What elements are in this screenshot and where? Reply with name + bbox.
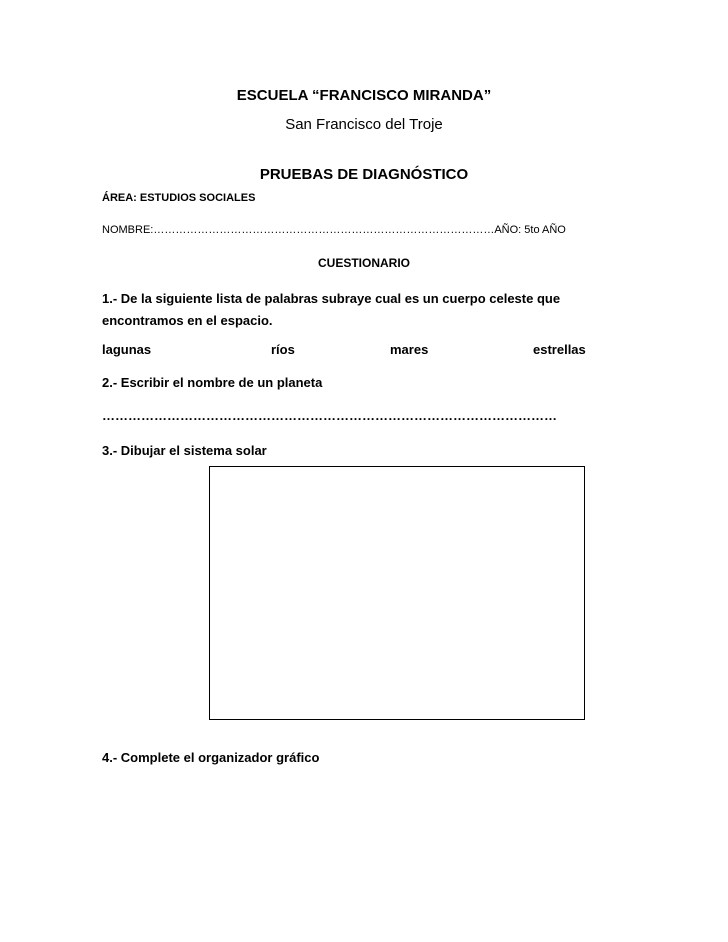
name-year-line: NOMBRE:…………………………………………………………………………………AÑO: 5to AÑO [102, 224, 566, 236]
question-3: 3.- Dibujar el sistema solar [102, 443, 267, 458]
question-2: 2.- Escribir el nombre de un planeta [102, 375, 323, 390]
answer-line: …………………………………………………………………………………………… [102, 408, 557, 423]
drawing-box [209, 466, 585, 720]
option-mares: mares [390, 342, 429, 357]
question-4: 4.- Complete el organizador gráfico [102, 750, 320, 765]
option-rios: ríos [271, 342, 295, 357]
section-title: CUESTIONARIO [317, 256, 410, 270]
school-name: ESCUELA “FRANCISCO MIRANDA” [236, 87, 492, 104]
test-title: PRUEBAS DE DIAGNÓSTICO [259, 166, 469, 183]
area-label: ÁREA: ESTUDIOS SOCIALES [102, 192, 256, 204]
school-location: San Francisco del Troje [285, 116, 443, 133]
option-estrellas: estrellas [533, 342, 586, 357]
option-lagunas: lagunas [102, 342, 152, 357]
question-1: 1.- De la siguiente lista de palabras subraye cual es un cuerpo celeste que encontramos en el espacio. [102, 291, 561, 328]
